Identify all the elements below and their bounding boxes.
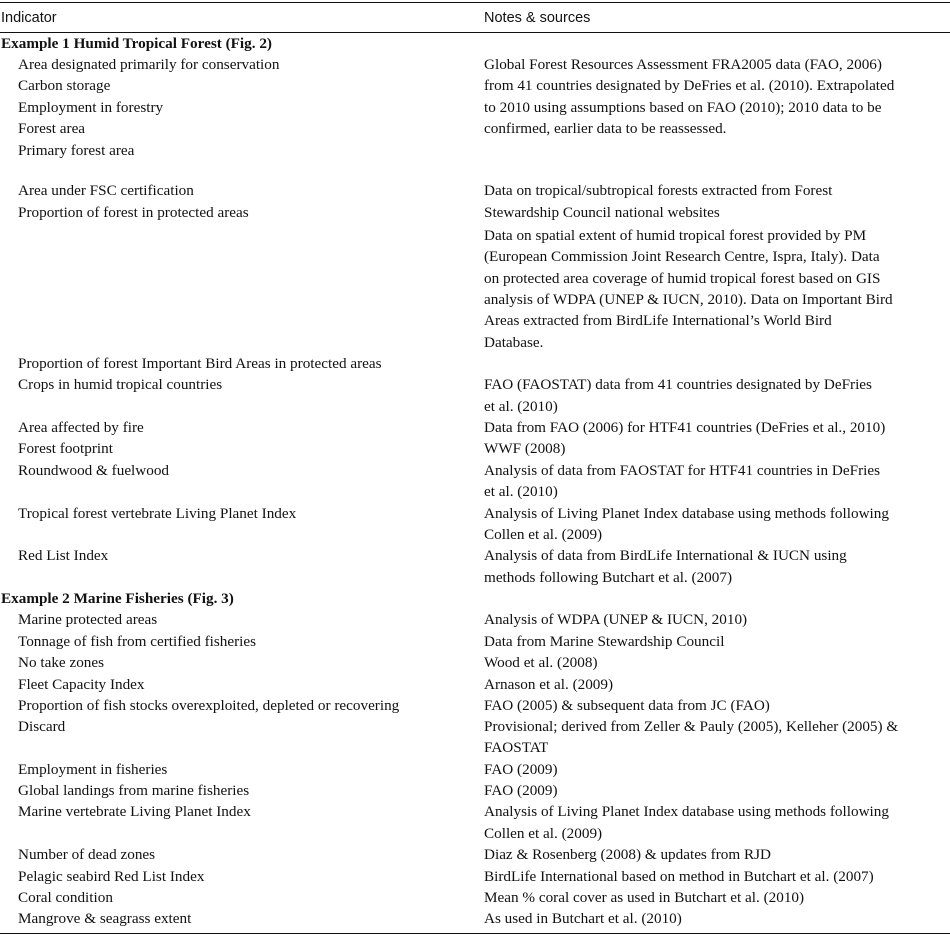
table-row xyxy=(0,202,950,224)
notes-cell: to 2010 using assumptions based on FAO (2010); 2010 data to be xyxy=(484,99,882,116)
section-title: Example 2 Marine Fisheries (Fig. 3) xyxy=(1,590,234,607)
indicator-cell: Coral condition xyxy=(18,889,113,906)
notes-cell: Global Forest Resources Assessment FRA2005 data (FAO, 2006) xyxy=(484,56,882,73)
indicator-cell: Area designated primarily for conservation xyxy=(18,56,280,73)
indicator-cell: Employment in forestry xyxy=(18,99,164,116)
indicator-cell: No take zones xyxy=(18,654,105,671)
table-row xyxy=(0,716,950,738)
table-row xyxy=(0,180,950,202)
notes-cell: Analysis of Living Planet Index database using methods following xyxy=(484,505,889,522)
notes-cell: Analysis of data from BirdLife International & IUCN using xyxy=(484,547,847,564)
table-row xyxy=(0,609,950,631)
table-row xyxy=(0,268,950,290)
notes-cell: As used in Butchart et al. (2010) xyxy=(484,910,682,927)
indicator-cell: Mangrove & seagrass extent xyxy=(18,910,192,927)
notes-cell: FAO (FAOSTAT) data from 41 countries designated by DeFries xyxy=(484,376,872,393)
notes-cell: Diaz & Rosenberg (2008) & updates from RJD xyxy=(484,846,771,863)
notes-cell: FAO (2005) & subsequent data from JC (FAO) xyxy=(484,697,770,714)
table-row xyxy=(0,844,950,866)
table-row xyxy=(0,524,950,546)
notes-cell: BirdLife International based on method in Butchart et al. (2007) xyxy=(484,868,874,885)
notes-cell: et al. (2010) xyxy=(484,483,558,500)
notes-cell: Analysis of data from FAOSTAT for HTF41 countries in DeFries xyxy=(484,462,880,479)
notes-cell: Data on tropical/subtropical forests extracted from Forest xyxy=(484,182,833,199)
notes-cell: Collen et al. (2009) xyxy=(484,825,603,842)
table-row xyxy=(0,545,950,567)
table-row xyxy=(0,118,950,140)
indicator-cell: Marine protected areas xyxy=(18,611,158,628)
notes-cell: WWF (2008) xyxy=(484,440,566,457)
table-row xyxy=(0,396,950,418)
indicator-cell: Forest area xyxy=(18,120,86,137)
table-row xyxy=(0,140,950,162)
notes-cell: Analysis of Living Planet Index database using methods following xyxy=(484,803,889,820)
indicator-cell: Forest footprint xyxy=(18,440,113,457)
table-row xyxy=(0,780,950,802)
indicator-cell: Roundwood & fuelwood xyxy=(18,462,170,479)
indicator-column-header: Indicator xyxy=(1,10,57,26)
section-title-row xyxy=(0,33,950,55)
indicator-cell: Carbon storage xyxy=(18,77,111,94)
indicator-cell: Discard xyxy=(18,718,66,735)
notes-cell: Database. xyxy=(484,334,544,351)
indicator-cell: Area under FSC certification xyxy=(18,182,194,199)
section-title-row xyxy=(0,588,950,610)
notes-cell: Data from Marine Stewardship Council xyxy=(484,633,725,650)
indicator-cell: Number of dead zones xyxy=(18,846,156,863)
notes-cell: Data from FAO (2006) for HTF41 countries (DeFries et al., 2010) xyxy=(484,419,886,436)
table-row xyxy=(0,631,950,653)
table-row xyxy=(0,374,950,396)
table-row xyxy=(0,289,950,311)
notes-column-header: Notes & sources xyxy=(484,10,591,26)
notes-cell: Collen et al. (2009) xyxy=(484,526,603,543)
notes-cell: et al. (2010) xyxy=(484,398,558,415)
indicator-cell: Proportion of fish stocks overexploited, depleted or recovering xyxy=(18,697,400,714)
table-row xyxy=(0,97,950,119)
table-row xyxy=(0,225,950,247)
indicator-cell: Global landings from marine fisheries xyxy=(18,782,250,799)
table-row xyxy=(0,503,950,525)
notes-cell: FAOSTAT xyxy=(484,739,549,756)
indicator-cell: Proportion of forest Important Bird Areas in protected areas xyxy=(18,355,382,372)
notes-cell: from 41 countries designated by DeFries et al. (2010). Extrapolated xyxy=(484,77,895,94)
notes-cell: Data on spatial extent of humid tropical forest provided by PM xyxy=(484,227,867,244)
table-row xyxy=(0,417,950,439)
table-row xyxy=(0,908,950,930)
indicator-cell: Tonnage of fish from certified fisheries xyxy=(18,633,257,650)
notes-cell: methods following Butchart et al. (2007) xyxy=(484,569,733,586)
table-row xyxy=(0,866,950,888)
indicator-cell: Area affected by fire xyxy=(18,419,144,436)
indicator-cell: Crops in humid tropical countries xyxy=(18,376,223,393)
table-row xyxy=(0,759,950,781)
table-row xyxy=(0,674,950,696)
indicator-cell: Proportion of forest in protected areas xyxy=(18,204,249,221)
notes-cell: analysis of WDPA (UNEP & IUCN, 2010). Data on Important Bird xyxy=(484,291,893,308)
table-row xyxy=(0,481,950,503)
notes-cell: FAO (2009) xyxy=(484,761,558,778)
indicator-cell: Tropical forest vertebrate Living Planet Index xyxy=(18,505,297,522)
bottom-rule xyxy=(0,933,950,934)
table-row xyxy=(0,438,950,460)
notes-cell: confirmed, earlier data to be reassessed. xyxy=(484,120,727,137)
table-row xyxy=(0,567,950,589)
notes-cell: Analysis of WDPA (UNEP & IUCN, 2010) xyxy=(484,611,748,628)
table-row xyxy=(0,310,950,332)
table-row xyxy=(0,353,950,375)
notes-cell: Arnason et al. (2009) xyxy=(484,676,614,693)
table-row xyxy=(0,887,950,909)
table-row xyxy=(0,737,950,759)
indicator-cell: Pelagic seabird Red List Index xyxy=(18,868,205,885)
header-row xyxy=(0,0,950,32)
table-row xyxy=(0,652,950,674)
notes-cell: on protected area coverage of humid tropical forest based on GIS xyxy=(484,270,881,287)
table-row xyxy=(0,54,950,76)
indicator-cell: Marine vertebrate Living Planet Index xyxy=(18,803,251,820)
indicator-cell: Red List Index xyxy=(18,547,109,564)
notes-cell: (European Commission Joint Research Centre, Ispra, Italy). Data xyxy=(484,248,880,265)
table-row xyxy=(0,332,950,354)
indicator-cell: Fleet Capacity Index xyxy=(18,676,145,693)
notes-cell: Wood et al. (2008) xyxy=(484,654,598,671)
notes-cell: FAO (2009) xyxy=(484,782,558,799)
table-row xyxy=(0,695,950,717)
notes-cell: Areas extracted from BirdLife International’s World Bird xyxy=(484,312,832,329)
table-row xyxy=(0,246,950,268)
table-row xyxy=(0,75,950,97)
notes-cell: Stewardship Council national websites xyxy=(484,204,720,221)
notes-cell: Provisional; derived from Zeller & Pauly (2005), Kelleher (2005) & xyxy=(484,718,899,735)
table-row xyxy=(0,801,950,823)
notes-cell: Mean % coral cover as used in Butchart et al. (2010) xyxy=(484,889,805,906)
indicator-cell: Primary forest area xyxy=(18,142,135,159)
table-row xyxy=(0,460,950,482)
section-title: Example 1 Humid Tropical Forest (Fig. 2) xyxy=(1,35,272,52)
indicator-cell: Employment in fisheries xyxy=(18,761,168,778)
table-row xyxy=(0,823,950,845)
